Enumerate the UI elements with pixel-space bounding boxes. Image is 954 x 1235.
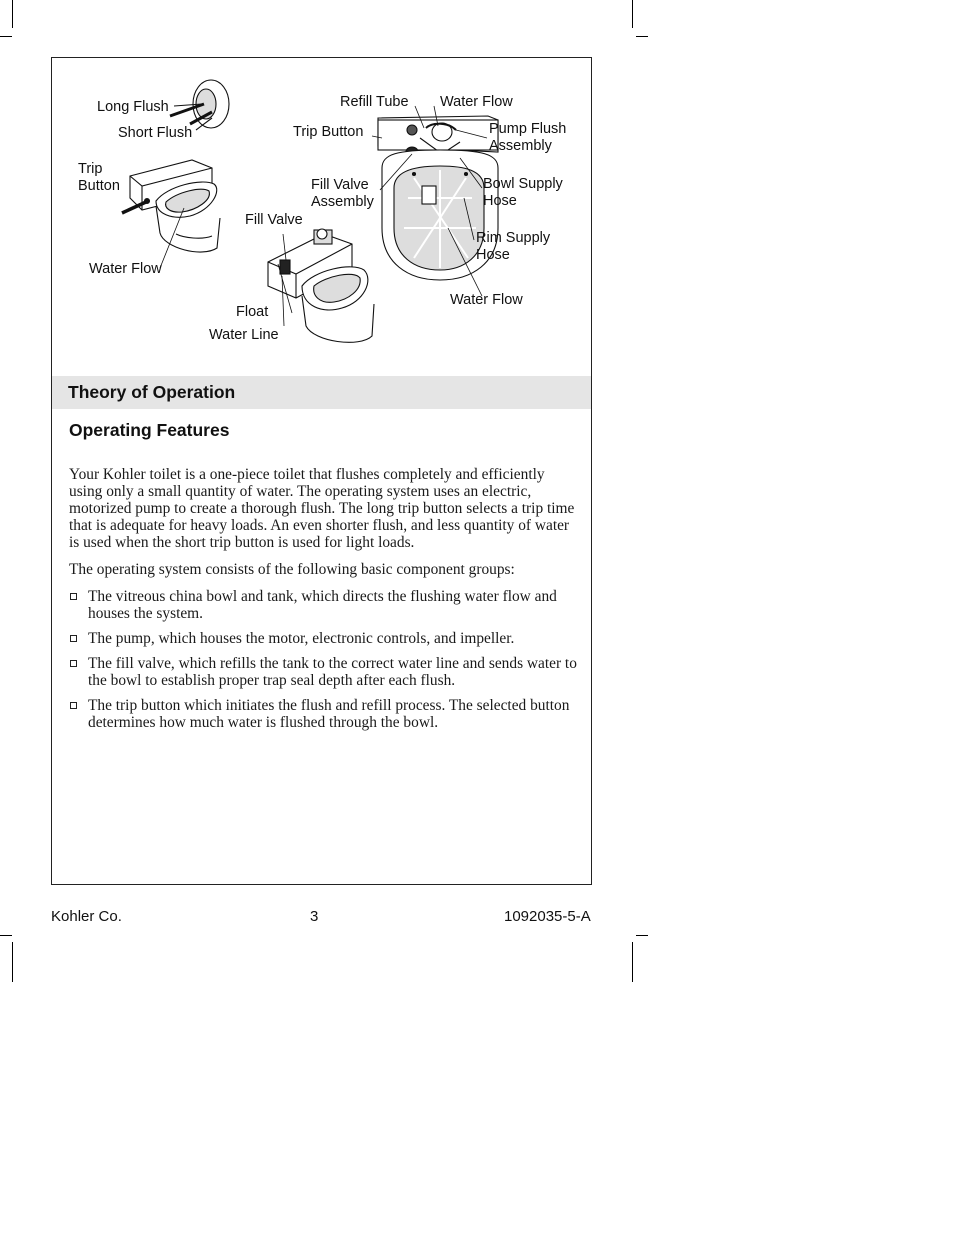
label-water-flow-left: Water Flow — [89, 261, 162, 277]
crop-mark — [12, 942, 13, 982]
list-item — [69, 655, 579, 689]
footer-page-number: 3 — [310, 908, 319, 925]
content-frame — [51, 57, 592, 885]
checkbox-bullet-icon — [70, 635, 77, 642]
crop-mark — [12, 0, 13, 28]
label-bowl-supply-hose: Bowl Supply Hose — [483, 176, 563, 209]
footer-company: Kohler Co. — [51, 908, 122, 925]
label-trip-button-right: Trip Button — [293, 124, 364, 140]
label-short-flush: Short Flush — [118, 125, 193, 141]
crop-mark — [632, 942, 633, 982]
list-item — [69, 697, 579, 731]
section-banner — [52, 376, 591, 409]
paragraph: The operating system consists of the following basic component groups: — [69, 561, 515, 578]
label-fill-valve: Fill Valve — [245, 212, 303, 228]
label-trip-button-left: Trip Button — [78, 161, 120, 194]
label-water-flow-bottom: Water Flow — [450, 292, 523, 308]
list-item-text: The vitreous china bowl and tank, which directs the flushing water flow and houses the system. — [88, 588, 557, 622]
paragraph: Your Kohler toilet is a one-piece toilet that flushes completely and efficiently using only a small quantity of water. The operating system uses an electric, motorized pump to create a thorough flush. The long trip button selects a trip time that is adequate for heavy loads. An even shorter flush, and less quantity of water is used when the short trip button is used for light loads. — [69, 466, 575, 551]
checkbox-bullet-icon — [70, 593, 77, 600]
list-item-text: The pump, which houses the motor, electronic controls, and impeller. — [88, 630, 515, 647]
crop-mark — [636, 36, 648, 37]
crop-mark — [636, 935, 648, 936]
crop-mark — [0, 36, 12, 37]
checkbox-bullet-icon — [70, 660, 77, 667]
crop-mark — [0, 935, 12, 936]
list-item-text: The trip button which initiates the flush and refill process. The selected button determines how much water is flushed through the bowl. — [88, 697, 570, 731]
checkbox-bullet-icon — [70, 702, 77, 709]
label-refill-tube: Refill Tube — [340, 94, 409, 110]
body-text — [69, 466, 579, 739]
section-title: Theory of Operation — [68, 382, 236, 402]
crop-mark — [632, 0, 633, 28]
label-rim-supply-hose: Rim Supply Hose — [476, 230, 551, 263]
label-water-line: Water Line — [209, 327, 279, 343]
toilet-diagram — [52, 58, 591, 376]
label-fill-valve-assembly: Fill Valve Assembly — [311, 177, 374, 210]
list-item — [69, 630, 579, 647]
footer-doc-number: 1092035-5-A — [504, 908, 591, 925]
label-water-flow-top: Water Flow — [440, 94, 513, 110]
subsection-title: Operating Features — [69, 420, 230, 440]
list-item-text: The fill valve, which refills the tank to the correct water line and sends water to the bowl to establish proper trap seal depth after each flush. — [88, 655, 577, 689]
label-float: Float — [236, 304, 269, 320]
list-item — [69, 588, 579, 622]
label-pump-flush-assembly: Pump Flush Assembly — [489, 121, 567, 154]
label-long-flush: Long Flush — [97, 99, 169, 115]
